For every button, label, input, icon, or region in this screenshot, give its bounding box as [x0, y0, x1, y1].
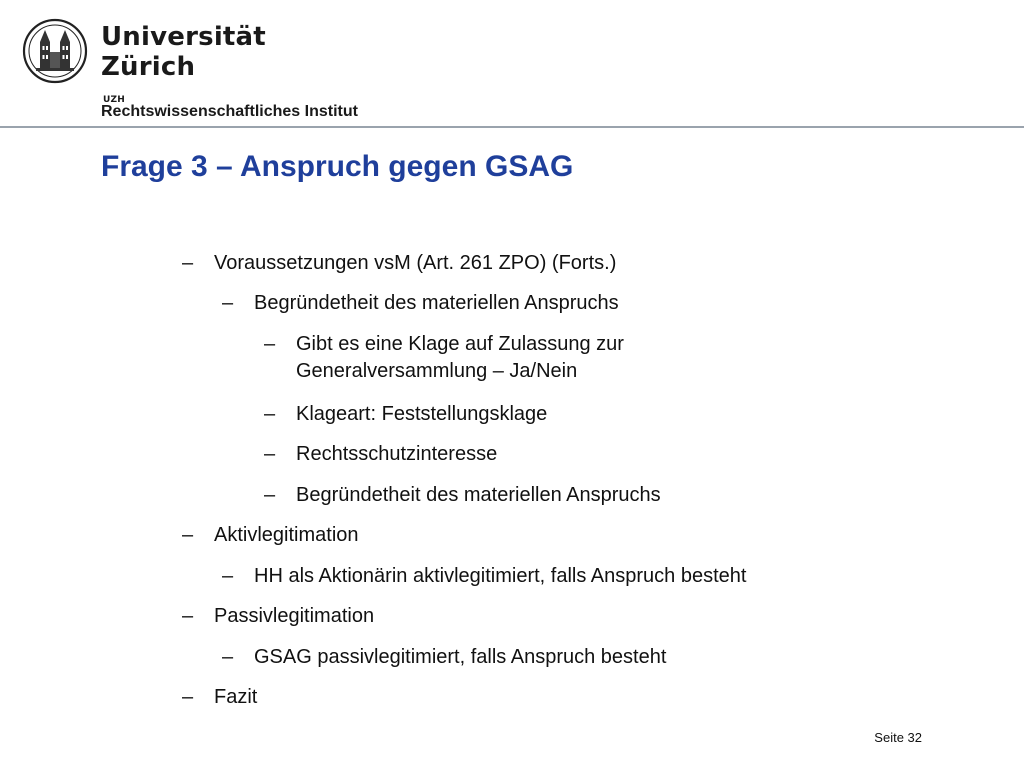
bullet-text: Passivlegitimation [214, 605, 375, 627]
bullet-marker: – [222, 292, 234, 314]
bullet-text: Klageart: Feststellungsklage [296, 403, 548, 425]
bullet-item [222, 644, 667, 671]
university-seal-icon [22, 18, 88, 84]
bullet-marker: – [264, 403, 276, 425]
bullet-marker: – [182, 686, 194, 708]
header-divider [0, 126, 1024, 128]
page-number: Seite 32 [874, 730, 922, 745]
bullet-item [182, 522, 359, 549]
bullet-marker: – [182, 252, 194, 274]
bullet-text: Voraussetzungen vsM (Art. 261 ZPO) (Forts.) [214, 252, 617, 274]
bullet-text: Begründetheit des materiellen Anspruchs [296, 484, 661, 506]
slide-title: Frage 3 – Anspruch gegen GSAG [101, 150, 574, 183]
bullet-marker: – [222, 565, 234, 587]
bullet-item [182, 603, 375, 630]
university-name-line1: Universität [101, 22, 266, 52]
bullet-marker: – [222, 646, 234, 668]
bullet-item [182, 250, 617, 277]
bullet-text-continued: Generalversammlung – Ja/Nein [296, 360, 578, 382]
bullet-marker: – [264, 333, 276, 355]
bullet-text: Rechtsschutzinteresse [296, 443, 498, 465]
bullet-item [264, 441, 498, 468]
bullet-text: Gibt es eine Klage auf Zulassung zur [296, 333, 624, 355]
bullet-item [264, 331, 624, 385]
bullet-marker: – [182, 605, 194, 627]
bullet-marker: – [264, 484, 276, 506]
bullet-text: Begründetheit des materiellen Anspruchs [254, 292, 619, 314]
bullet-item [222, 563, 747, 590]
institute-name: Rechtswissenschaftliches Institut [101, 103, 358, 120]
bullet-item [222, 290, 619, 317]
university-suffix: UZH [103, 95, 125, 105]
bullet-marker: – [182, 524, 194, 546]
bullet-text: Fazit [214, 686, 258, 708]
bullet-marker: – [264, 443, 276, 465]
bullet-item [264, 401, 548, 428]
bullet-item [264, 482, 661, 509]
bullet-text: HH als Aktionärin aktivlegitimiert, falls Anspruch besteht [254, 565, 747, 587]
bullet-item [182, 684, 258, 711]
bullet-text: Aktivlegitimation [214, 524, 359, 546]
university-name [101, 22, 266, 112]
university-name-line2: Zürich UZH [101, 52, 266, 112]
bullet-text: GSAG passivlegitimiert, falls Anspruch besteht [254, 646, 667, 668]
